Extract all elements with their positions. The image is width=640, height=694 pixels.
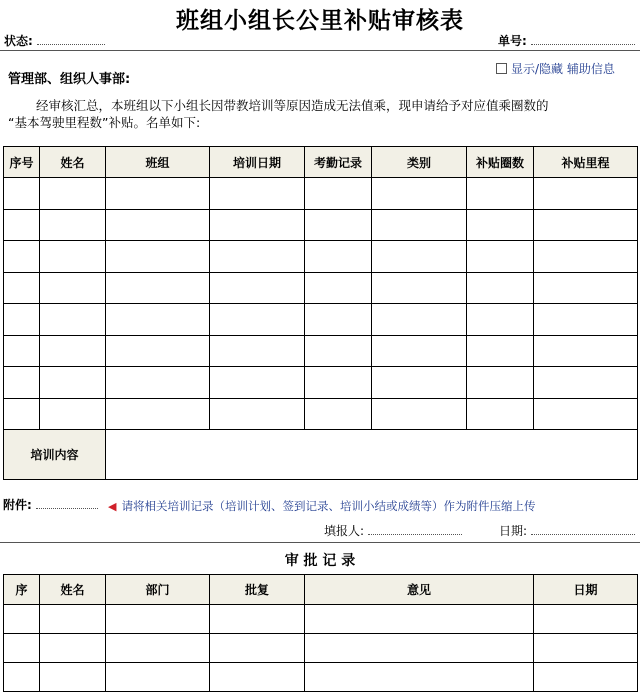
column-header: 姓名 — [40, 575, 106, 605]
attachment-value[interactable] — [36, 496, 98, 509]
date-field — [499, 522, 635, 539]
intro-line-2: “基本驾驶里程数”补贴。名单如下: — [8, 115, 201, 130]
header-divider — [0, 50, 640, 51]
intro-line-1: 经审核汇总，本班组以下小组长因带教培训等原因造成无法值乘，现申请给予对应值乘圈数的 — [36, 98, 549, 113]
table-cell[interactable] — [305, 663, 534, 692]
table-cell[interactable] — [40, 335, 106, 367]
table-cell[interactable] — [40, 398, 106, 430]
table-cell[interactable] — [4, 241, 40, 273]
training-content-row — [4, 430, 638, 480]
table-row — [4, 367, 638, 399]
table-cell[interactable] — [4, 663, 40, 692]
table-cell[interactable] — [106, 272, 210, 304]
approval-title: 审 批 记 录 — [284, 553, 356, 569]
reporter-label: 填报人: — [324, 524, 365, 538]
table-cell[interactable] — [40, 272, 106, 304]
table-cell[interactable] — [40, 367, 106, 399]
status-field — [4, 32, 105, 49]
table-cell[interactable] — [467, 304, 534, 336]
column-header: 培训日期 — [210, 147, 305, 178]
page-title: 班组小组长公里补贴审核表 — [176, 8, 464, 34]
table-cell[interactable] — [40, 178, 106, 210]
addressee: 管理部、组织人事部: — [8, 72, 131, 87]
approval-table — [3, 574, 638, 692]
table-cell[interactable] — [40, 605, 106, 634]
subsidy-table — [3, 146, 638, 480]
table-cell[interactable] — [534, 634, 638, 663]
table-cell[interactable] — [40, 304, 106, 336]
table-cell[interactable] — [305, 304, 372, 336]
arrow-left-icon: ◀ — [108, 500, 117, 513]
reporter-value[interactable] — [368, 522, 462, 535]
table-cell[interactable] — [210, 663, 305, 692]
table-row — [4, 272, 638, 304]
table-cell[interactable] — [372, 304, 467, 336]
column-header: 补贴里程 — [534, 147, 638, 178]
table-row — [4, 335, 638, 367]
table-cell[interactable] — [4, 304, 40, 336]
reporter-field — [324, 522, 462, 539]
table-row — [4, 241, 638, 273]
training-content-label: 培训内容 — [4, 430, 106, 480]
table-cell[interactable] — [467, 398, 534, 430]
table-cell[interactable] — [467, 335, 534, 367]
date-value[interactable] — [531, 522, 635, 535]
table-cell[interactable] — [4, 209, 40, 241]
table-row — [4, 663, 638, 692]
table-row — [4, 634, 638, 663]
training-content-input[interactable] — [106, 430, 638, 480]
column-header: 日期 — [534, 575, 638, 605]
subsidy-table-body — [4, 178, 638, 480]
column-header: 序 — [4, 575, 40, 605]
table-cell[interactable] — [467, 272, 534, 304]
column-header: 意见 — [305, 575, 534, 605]
table-cell[interactable] — [305, 272, 372, 304]
table-cell[interactable] — [106, 367, 210, 399]
table-cell[interactable] — [534, 367, 638, 399]
table-row — [4, 304, 638, 336]
column-header: 班组 — [106, 147, 210, 178]
column-header: 批复 — [210, 575, 305, 605]
number-value[interactable] — [531, 32, 635, 45]
table-cell[interactable] — [534, 272, 638, 304]
table-cell[interactable] — [305, 634, 534, 663]
table-cell[interactable] — [372, 178, 467, 210]
table-cell[interactable] — [305, 605, 534, 634]
table-cell[interactable] — [372, 398, 467, 430]
table-cell[interactable] — [106, 335, 210, 367]
table-cell[interactable] — [40, 634, 106, 663]
table-cell[interactable] — [210, 335, 305, 367]
table-cell[interactable] — [106, 241, 210, 273]
table-cell[interactable] — [106, 634, 210, 663]
table-cell[interactable] — [210, 398, 305, 430]
table-cell[interactable] — [40, 663, 106, 692]
table-cell[interactable] — [4, 398, 40, 430]
table-cell[interactable] — [305, 178, 372, 210]
number-field — [498, 32, 635, 49]
table-cell[interactable] — [305, 209, 372, 241]
table-cell[interactable] — [4, 605, 40, 634]
table-cell[interactable] — [305, 335, 372, 367]
table-cell[interactable] — [210, 304, 305, 336]
column-header: 考勤记录 — [305, 147, 372, 178]
toggle-checkbox[interactable] — [496, 63, 507, 74]
attachment-field — [3, 496, 98, 513]
table-cell[interactable] — [106, 398, 210, 430]
table-cell[interactable] — [372, 367, 467, 399]
table-cell[interactable] — [106, 178, 210, 210]
column-header: 补贴圈数 — [467, 147, 534, 178]
table-cell[interactable] — [467, 178, 534, 210]
table-cell[interactable] — [534, 398, 638, 430]
approval-divider — [0, 542, 640, 543]
table-cell[interactable] — [210, 634, 305, 663]
table-cell[interactable] — [4, 634, 40, 663]
table-cell[interactable] — [210, 605, 305, 634]
table-cell[interactable] — [4, 335, 40, 367]
column-header: 序号 — [4, 147, 40, 178]
attachment-label: 附件: — [3, 498, 32, 512]
attachment-note-text: 请将相关培训记录（培训计划、签到记录、培训小结或成绩等）作为附件压缩上传 — [121, 499, 536, 513]
column-header: 姓名 — [40, 147, 106, 178]
table-cell[interactable] — [106, 209, 210, 241]
table-cell[interactable] — [4, 178, 40, 210]
table-cell[interactable] — [210, 178, 305, 210]
column-header: 类别 — [372, 147, 467, 178]
table-row — [4, 605, 638, 634]
table-cell[interactable] — [467, 241, 534, 273]
table-cell[interactable] — [372, 335, 467, 367]
table-cell[interactable] — [534, 209, 638, 241]
table-cell[interactable] — [372, 272, 467, 304]
table-cell[interactable] — [210, 241, 305, 273]
column-header: 部门 — [106, 575, 210, 605]
date-label: 日期: — [499, 524, 528, 538]
number-label: 单号: — [498, 34, 527, 48]
status-value[interactable] — [37, 32, 105, 45]
table-cell[interactable] — [372, 241, 467, 273]
table-cell[interactable] — [106, 663, 210, 692]
table-cell[interactable] — [534, 241, 638, 273]
approval-table-body — [4, 605, 638, 692]
table-cell[interactable] — [467, 209, 534, 241]
table-cell[interactable] — [106, 304, 210, 336]
table-cell[interactable] — [372, 209, 467, 241]
table-cell[interactable] — [534, 605, 638, 634]
table-cell[interactable] — [305, 241, 372, 273]
subsidy-table-header — [4, 147, 638, 178]
table-cell[interactable] — [40, 209, 106, 241]
approval-table-header — [4, 575, 638, 605]
table-cell[interactable] — [467, 367, 534, 399]
table-row — [4, 398, 638, 430]
table-cell[interactable] — [210, 209, 305, 241]
table-cell[interactable] — [534, 304, 638, 336]
table-row — [4, 178, 638, 210]
table-cell[interactable] — [40, 241, 106, 273]
table-row — [4, 209, 638, 241]
toggle-aux-info[interactable] — [496, 58, 615, 77]
table-cell[interactable] — [4, 272, 40, 304]
table-cell[interactable] — [4, 367, 40, 399]
table-cell[interactable] — [534, 178, 638, 210]
status-label: 状态: — [4, 34, 33, 48]
toggle-aux-info-label[interactable]: 显示/隐藏 辅助信息 — [511, 62, 615, 76]
table-cell[interactable] — [210, 367, 305, 399]
table-cell[interactable] — [305, 367, 372, 399]
table-cell[interactable] — [106, 605, 210, 634]
table-cell[interactable] — [534, 663, 638, 692]
table-cell[interactable] — [210, 272, 305, 304]
table-cell[interactable] — [534, 335, 638, 367]
table-cell[interactable] — [305, 398, 372, 430]
attachment-note — [108, 495, 536, 514]
